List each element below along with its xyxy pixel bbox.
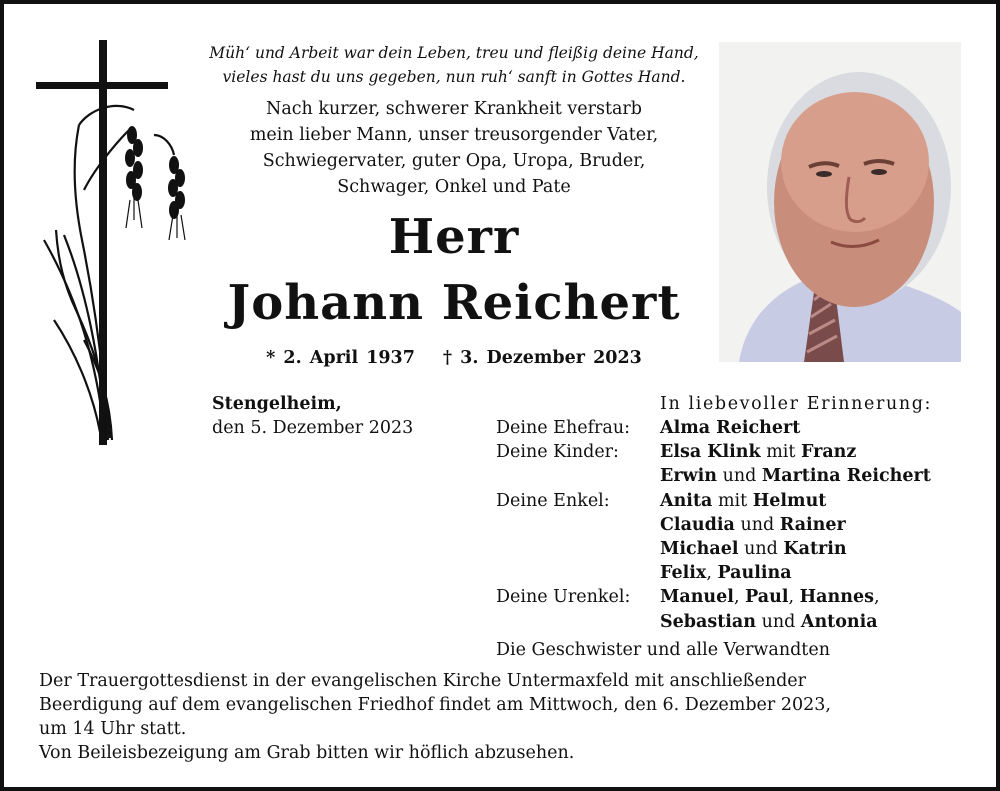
name-connector: und xyxy=(756,611,801,632)
deceased-title: Herr xyxy=(388,209,520,265)
relation-label: Deine Kinder: xyxy=(496,442,619,463)
death-date: † 3. Dezember 2023 xyxy=(442,348,642,368)
poem-line: Müh‘ und Arbeit war dein Leben, treu und fleißig deine Hand, xyxy=(209,44,699,62)
intro-line: Schwager, Onkel und Pate xyxy=(337,177,571,197)
mourner-names xyxy=(660,416,800,440)
mourner-row xyxy=(496,416,931,440)
mourner-row xyxy=(496,561,931,585)
service-line: Der Trauergottesdienst in der evangelischen Kirche Untermaxfeld mit anschließender xyxy=(39,671,807,691)
mourner-names xyxy=(660,440,856,464)
poem-line: vieles hast du uns gegeben, nun ruh‘ sanft in Gottes Hand. xyxy=(222,68,686,86)
mourner-row xyxy=(496,585,931,609)
announcement-date: den 5. Dezember 2023 xyxy=(212,418,414,438)
mourners-list xyxy=(496,416,931,634)
mourner-name: Erwin xyxy=(660,466,717,487)
name-connector: , xyxy=(788,587,800,608)
mourner-row xyxy=(496,489,931,513)
relation-label xyxy=(496,561,660,585)
mourner-name: Alma Reichert xyxy=(660,418,801,438)
relation-label xyxy=(496,610,660,634)
relation-label: Deine Urenkel: xyxy=(496,587,631,608)
service-line: um 14 Uhr statt. xyxy=(39,719,187,739)
mourner-row xyxy=(496,537,931,561)
intro-line: Schwiegervater, guter Opa, Uropa, Bruder, xyxy=(262,151,646,171)
mourner-row xyxy=(496,513,931,537)
relation-label xyxy=(496,464,660,488)
intro-line: Nach kurzer, schwerer Krankheit verstarb xyxy=(266,99,642,119)
mourner-name: Rainer xyxy=(779,514,846,535)
memory-heading: In liebevoller Erinnerung: xyxy=(660,394,932,414)
relation-label: Deine Ehefrau: xyxy=(496,418,631,438)
name-connector: mit xyxy=(712,490,753,511)
birth-date: * 2. April 1937 xyxy=(266,348,415,368)
place-name: Stengelheim, xyxy=(212,394,342,414)
name-connector: mit xyxy=(760,442,801,463)
mourner-row xyxy=(496,610,931,634)
intro-line: mein lieber Mann, unser treusorgender Vater, xyxy=(249,125,659,145)
name-connector: und xyxy=(717,466,762,487)
relation-label xyxy=(496,537,660,561)
mourner-name: Martina Reichert xyxy=(761,466,931,487)
portrait-photo xyxy=(719,42,961,362)
intro-text xyxy=(199,96,709,200)
poem xyxy=(199,41,709,89)
name-connector: und xyxy=(734,514,780,535)
name-connector: und xyxy=(738,539,784,560)
mourner-names xyxy=(660,561,792,585)
cross-with-wheat-icon xyxy=(34,40,194,450)
mourner-name: Anita xyxy=(660,490,713,511)
relation-label xyxy=(496,513,660,537)
service-line: Beerdigung auf dem evangelischen Friedhof findet am Mittwoch, den 6. Dezember 2023, xyxy=(39,695,831,715)
mourner-names xyxy=(660,464,931,488)
mourner-names xyxy=(660,585,880,609)
mourner-name: Antonia xyxy=(800,611,878,632)
mourner-row xyxy=(496,440,931,464)
mourner-row xyxy=(496,464,931,488)
mourner-name: Paul xyxy=(745,587,789,608)
mourner-name: Katrin xyxy=(783,539,847,560)
service-line: Von Beileisbezeigung am Grab bitten wir höflich abzusehen. xyxy=(39,743,575,763)
mourner-name: Paulina xyxy=(717,563,792,584)
service-info xyxy=(39,669,969,765)
mourner-name: Felix xyxy=(660,563,707,584)
place-date xyxy=(212,392,413,440)
name-connector: , xyxy=(873,587,880,608)
mourner-name: Franz xyxy=(800,442,857,463)
life-dates xyxy=(199,346,709,370)
mourner-names xyxy=(660,610,878,634)
mourner-name: Hannes xyxy=(799,587,874,608)
mourner-name: Sebastian xyxy=(660,611,756,632)
mourner-name: Claudia xyxy=(660,514,735,535)
mourner-name: Helmut xyxy=(752,490,827,511)
mourner-names xyxy=(660,513,846,537)
mourner-names xyxy=(660,537,847,561)
name-connector: , xyxy=(706,563,718,584)
deceased-name: Johann Reichert xyxy=(227,275,681,331)
relation-label: Deine Enkel: xyxy=(496,490,610,511)
mourner-name: Manuel xyxy=(660,587,734,608)
mourner-names xyxy=(660,489,826,513)
mourner-name: Michael xyxy=(660,539,739,560)
siblings-line: Die Geschwister und alle Verwandten xyxy=(496,640,830,660)
name-connector: , xyxy=(733,587,746,608)
mourner-name: Elsa Klink xyxy=(660,442,761,463)
